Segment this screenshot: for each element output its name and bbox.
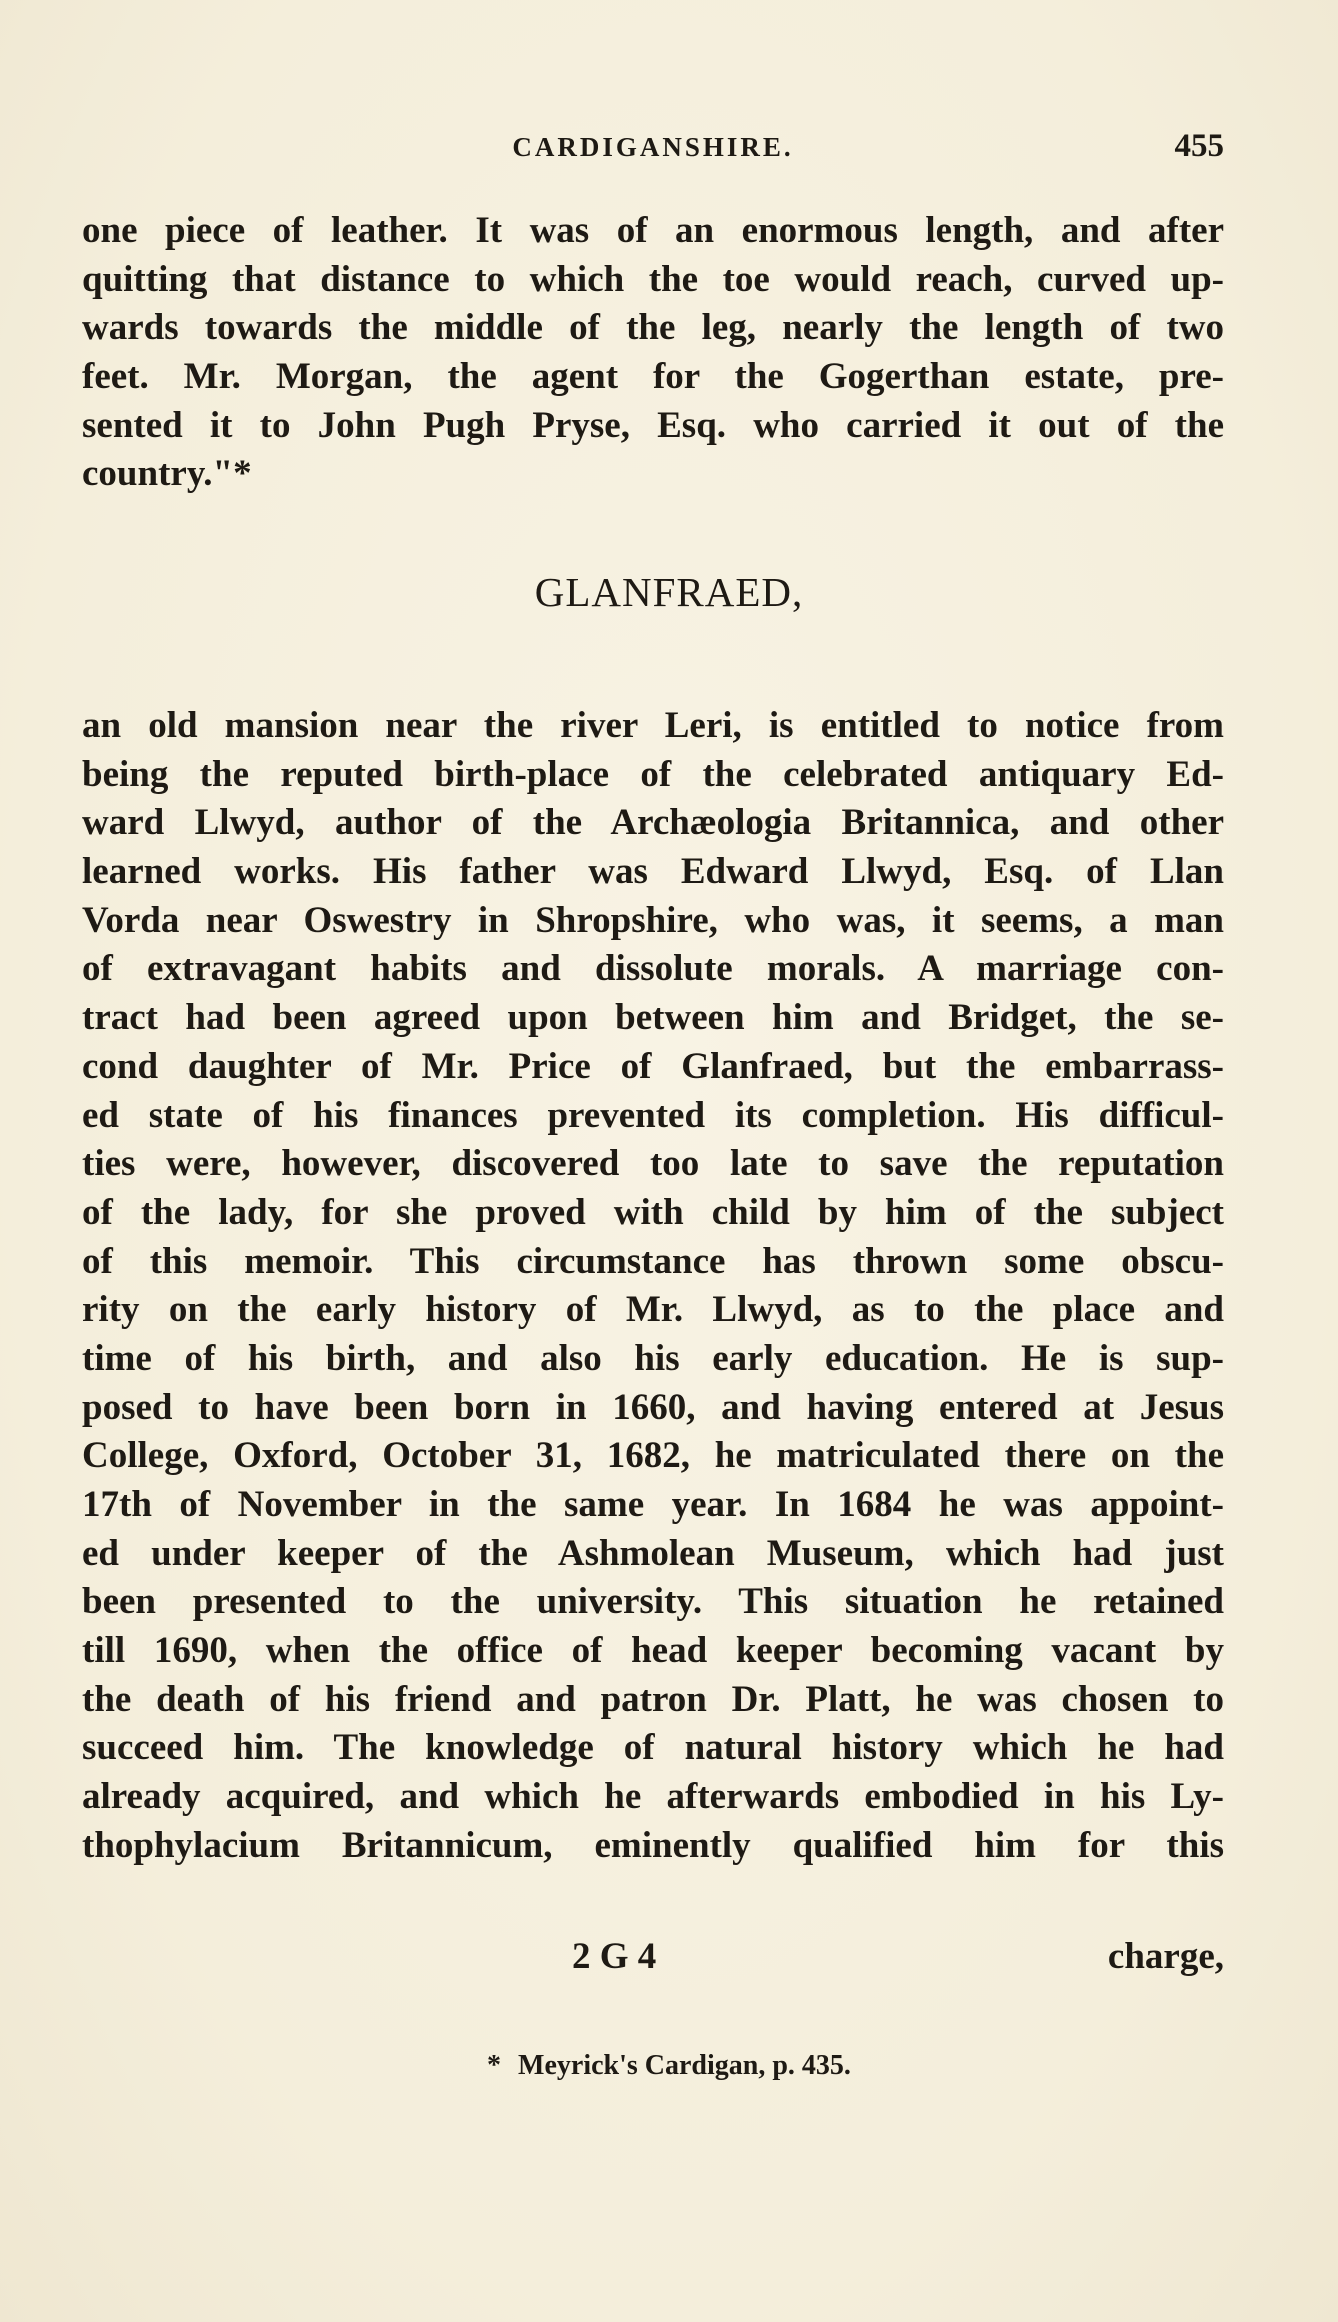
footnote-mark: * bbox=[487, 2050, 502, 2081]
footnote bbox=[0, 2050, 1338, 2082]
text-line: been presented to the university. This situation he retained bbox=[82, 1581, 1224, 1623]
text-line: succeed him. The knowledge of natural history which he had bbox=[82, 1727, 1224, 1769]
text-line: ward Llwyd, author of the Archæologia Britannica, and other bbox=[82, 802, 1224, 844]
signature-row bbox=[82, 1935, 1224, 1983]
text-line: of this memoir. This circumstance has thrown some obscu- bbox=[82, 1240, 1224, 1282]
text-line: tract had been agreed upon between him and Bridget, the se- bbox=[82, 997, 1224, 1039]
text-line: of the lady, for she proved with child by him of the subject bbox=[82, 1191, 1224, 1233]
running-head bbox=[82, 128, 1224, 172]
text-line: posed to have been born in 1660, and having entered at Jesus bbox=[82, 1386, 1224, 1428]
text-line: till 1690, when the office of head keeper becoming vacant by bbox=[82, 1630, 1224, 1672]
paragraph-glanfraed bbox=[82, 702, 1224, 1871]
text-line: the death of his friend and patron Dr. Platt, he was chosen to bbox=[82, 1678, 1224, 1720]
text-line: an old mansion near the river Leri, is entitled to notice from bbox=[82, 705, 1224, 746]
text-line: feet. Mr. Morgan, the agent for the Gogerthan estate, pre- bbox=[82, 356, 1224, 398]
section-heading: GLANFRAED, bbox=[534, 569, 804, 615]
text-line: learned works. His father was Edward Llwyd, Esq. of Llan bbox=[82, 851, 1224, 893]
text-line: ties were, however, discovered too late to save the reputation bbox=[82, 1143, 1224, 1185]
text-line: rity on the early history of Mr. Llwyd, as to the place and bbox=[82, 1289, 1224, 1331]
text-line: being the reputed birth-place of the celebrated antiquary Ed- bbox=[82, 753, 1224, 795]
text-line: cond daughter of Mr. Price of Glanfraed, but the embarrass- bbox=[82, 1045, 1224, 1087]
text-line: ed state of his finances prevented its completion. His difficul- bbox=[82, 1094, 1224, 1136]
text-line: quitting that distance to which the toe would reach, curved up- bbox=[82, 258, 1224, 300]
text-line: sented it to John Pugh Pryse, Esq. who carried it out of the bbox=[82, 404, 1224, 446]
text-line: time of his birth, and also his early education. He is sup- bbox=[82, 1337, 1224, 1379]
text-line: ed under keeper of the Ashmolean Museum, which had just bbox=[82, 1532, 1224, 1574]
text-line: College, Oxford, October 31, 1682, he matriculated there on the bbox=[82, 1435, 1224, 1477]
text-line: thophylacium Britannicum, eminently qualified him for this bbox=[82, 1824, 1224, 1866]
text-line: already acquired, and which he afterwards embodied in his Ly- bbox=[82, 1776, 1224, 1818]
running-title: CARDIGANSHIRE. bbox=[512, 132, 794, 162]
text-line: 17th of November in the same year. In 1684 he was appoint- bbox=[82, 1484, 1224, 1525]
page-number: 455 bbox=[1174, 128, 1224, 164]
paragraph-continued bbox=[82, 207, 1224, 499]
signature-mark: 2 G 4 bbox=[572, 1936, 657, 1977]
text-line: country."* bbox=[82, 453, 252, 495]
text-line: wards towards the middle of the leg, nearly the length of two bbox=[82, 307, 1224, 349]
text-line: of extravagant habits and dissolute morals. A marriage con- bbox=[82, 948, 1224, 990]
text-line: one piece of leather. It was of an enormous length, and after bbox=[82, 210, 1224, 251]
text-line: Vorda near Oswestry in Shropshire, who was, it seems, a man bbox=[82, 899, 1224, 941]
footnote-text: Meyrick's Cardigan, p. 435. bbox=[518, 2050, 851, 2081]
catchword: charge, bbox=[1107, 1936, 1224, 1977]
